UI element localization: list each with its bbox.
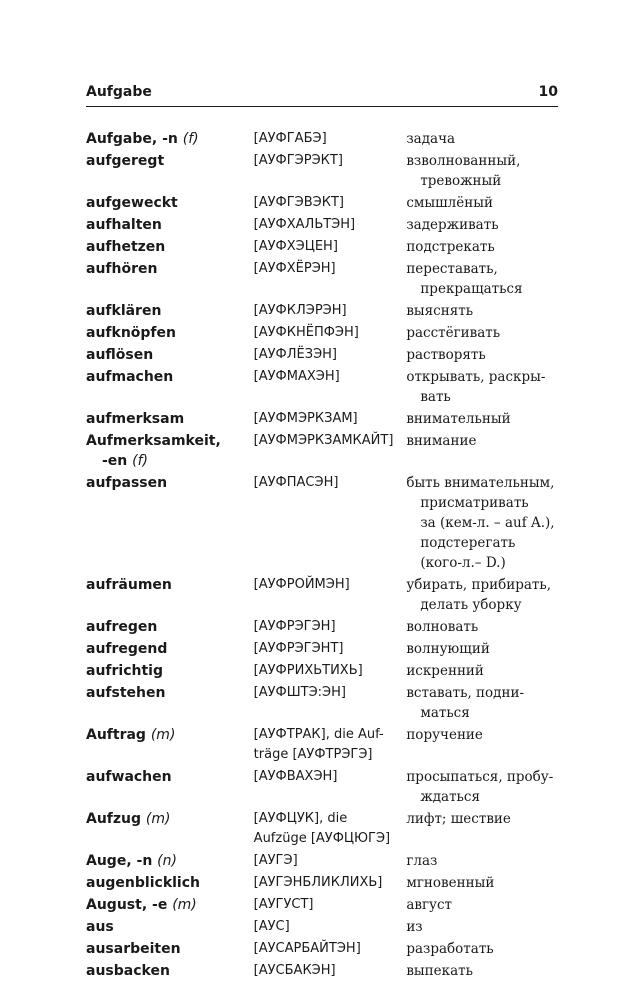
transcription: [АУСБАКЭН] (253, 963, 336, 978)
translation: задача (406, 131, 456, 147)
transcription-cell (254, 895, 407, 915)
headword: aufstehen (86, 685, 166, 701)
headword-cell (86, 259, 254, 299)
translation-cell (406, 575, 558, 615)
translation: быть внимательным, (406, 475, 555, 491)
transcription: [АУФМЭРКЗАМ] (253, 411, 358, 426)
grammar-label: (m) (145, 811, 171, 827)
translation: просыпаться, пробу- (406, 769, 554, 785)
headword: aus (86, 919, 114, 935)
transcription-cell (254, 961, 407, 981)
headword: Aufzug (86, 811, 142, 827)
transcription-cell (254, 367, 407, 407)
transcription: [АУФХЭЦЕН] (253, 239, 338, 254)
headword-cell (86, 193, 254, 213)
dictionary-entry (86, 917, 558, 937)
translation-cell (406, 193, 558, 213)
translation-cell (406, 683, 558, 723)
transcription-cell (254, 237, 407, 257)
grammar-label: (f) (182, 131, 199, 147)
translation: разработать (406, 941, 494, 957)
translation-cell (406, 215, 558, 235)
dictionary-entry (86, 661, 558, 681)
header-rule (86, 106, 558, 107)
dictionary-entry (86, 151, 558, 191)
headword: augenblicklich (86, 875, 200, 891)
translation-cell (406, 917, 558, 937)
translation: за (кем-л. – auf A.), (420, 515, 555, 531)
headword: aufgeweckt (86, 195, 178, 211)
transcription-cell (254, 129, 407, 149)
translation-cell (406, 809, 558, 849)
headword-cell (86, 431, 254, 471)
dictionary-entry (86, 215, 558, 235)
headword: aufwachen (86, 769, 172, 785)
headword: aufhetzen (86, 239, 166, 255)
dictionary-entry (86, 725, 558, 765)
transcription-cell (254, 851, 407, 871)
dictionary-entry (86, 617, 558, 637)
dictionary-entry (86, 895, 558, 915)
translation-cell (406, 639, 558, 659)
transcription: [АУФГАБЭ] (253, 131, 327, 146)
transcription-cell (254, 575, 407, 615)
translation: взволнованный, (406, 153, 521, 169)
transcription-cell (254, 259, 407, 299)
transcription-cell (254, 193, 407, 213)
transcription-cell (254, 809, 407, 849)
translation-cell (406, 323, 558, 343)
dictionary-entry (86, 851, 558, 871)
headword: August, -e (86, 897, 168, 913)
translation-cell (406, 767, 558, 807)
headword: aufhalten (86, 217, 162, 233)
translation: ждаться (420, 789, 480, 805)
headword: aufgeregt (86, 153, 165, 169)
headword: Auge, -n (86, 853, 153, 869)
headword: ausarbeiten (86, 941, 181, 957)
translation: (кого-л.– D.) (420, 555, 506, 571)
translation: маться (420, 705, 470, 721)
transcription-cell (254, 917, 407, 937)
transcription: [АУФМАХЭН] (253, 369, 340, 384)
transcription: [АУФВАХЭН] (253, 769, 338, 784)
transcription-cell (254, 683, 407, 723)
dictionary-entry (86, 575, 558, 615)
dictionary-entry (86, 301, 558, 321)
transcription-cell (254, 725, 407, 765)
transcription: [АУФХАЛЬТЭН] (253, 217, 356, 232)
translation: задерживать (406, 217, 499, 233)
dictionary-entry (86, 237, 558, 257)
transcription: [АУГУСТ] (253, 897, 314, 912)
headword-plural: -en (102, 453, 128, 469)
dictionary-entry (86, 767, 558, 807)
translation-cell (406, 129, 558, 149)
transcription-cell (254, 873, 407, 893)
translation-cell (406, 725, 558, 765)
transcription-cell (254, 939, 407, 959)
grammar-label: (m) (150, 727, 176, 743)
translation: лифт; шествие (406, 811, 511, 827)
transcription: [АУФГЭРЭКТ] (253, 153, 343, 168)
transcription: [АУФХЁРЭН] (253, 261, 336, 276)
translation-cell (406, 617, 558, 637)
translation-cell (406, 431, 558, 471)
transcription: [АУФРЭГЭН] (253, 619, 336, 634)
headword-cell (86, 961, 254, 981)
headword: Aufgabe, -n (86, 131, 178, 147)
headword-cell (86, 575, 254, 615)
dictionary-entry (86, 939, 558, 959)
translation: подстрекать (406, 239, 495, 255)
dictionary-entry (86, 809, 558, 849)
transcription: [АУГЭ] (253, 853, 298, 868)
translation: выпекать (406, 963, 473, 979)
transcription-cell (254, 767, 407, 807)
transcription: [АУФЛЁЗЭН] (253, 347, 337, 362)
transcription: träge [АУФТРЭГЭ] (253, 747, 373, 762)
headword-cell (86, 367, 254, 407)
transcription: [АУФЦУК], die (253, 811, 348, 826)
headword-cell (86, 661, 254, 681)
headword: ausbacken (86, 963, 170, 979)
translation: вать (420, 389, 451, 405)
translation-cell (406, 961, 558, 981)
translation-cell (406, 851, 558, 871)
headword: aufrichtig (86, 663, 163, 679)
translation: волновать (406, 619, 479, 635)
translation: волнующий (406, 641, 490, 657)
headword-cell (86, 129, 254, 149)
transcription: [АУФРИХЬТИХЬ] (253, 663, 363, 678)
translation: прекращаться (420, 281, 523, 297)
headword-cell (86, 683, 254, 723)
dictionary-entry (86, 873, 558, 893)
headword-cell (86, 809, 254, 849)
transcription-cell (254, 661, 407, 681)
transcription-cell (254, 215, 407, 235)
dictionary-entry (86, 129, 558, 149)
translation: переставать, (406, 261, 498, 277)
dictionary-entry (86, 961, 558, 981)
headword: aufknöpfen (86, 325, 176, 341)
headword: aufhören (86, 261, 158, 277)
dictionary-entries (86, 129, 558, 983)
dictionary-entry (86, 345, 558, 365)
transcription: [АУФКЛЭРЭН] (253, 303, 347, 318)
dictionary-entry (86, 473, 558, 573)
translation: убирать, прибирать, (406, 577, 552, 593)
headword-cell (86, 725, 254, 765)
headword: aufregend (86, 641, 168, 657)
transcription: [АУСАРБАЙТЭН] (253, 941, 361, 956)
headword-cell (86, 617, 254, 637)
transcription-cell (254, 345, 407, 365)
headword: aufregen (86, 619, 158, 635)
translation: поручение (406, 727, 483, 743)
headword-cell (86, 237, 254, 257)
translation: тревожный (420, 173, 502, 189)
translation-cell (406, 259, 558, 299)
headword-cell (86, 851, 254, 871)
translation: мгновенный (406, 875, 495, 891)
headword-cell (86, 345, 254, 365)
headword-cell (86, 323, 254, 343)
headword-cell (86, 215, 254, 235)
translation: вставать, подни- (406, 685, 525, 701)
headword-cell (86, 639, 254, 659)
translation: выяснять (406, 303, 474, 319)
running-head: Aufgabe (86, 84, 152, 100)
translation: внимание (406, 433, 477, 449)
transcription-cell (254, 431, 407, 471)
translation: август (406, 897, 453, 913)
translation: делать уборку (420, 597, 522, 613)
dictionary-entry (86, 639, 558, 659)
transcription: [АУФРОЙМЭН] (253, 577, 350, 592)
translation-cell (406, 151, 558, 191)
headword: Aufmerksamkeit, (86, 433, 221, 449)
transcription-cell (254, 301, 407, 321)
translation-cell (406, 873, 558, 893)
page-header (86, 84, 558, 106)
dictionary-entry (86, 323, 558, 343)
headword: aufräumen (86, 577, 172, 593)
dictionary-entry (86, 431, 558, 471)
transcription-cell (254, 639, 407, 659)
translation: из (406, 919, 423, 935)
translation-cell (406, 939, 558, 959)
transcription-cell (254, 409, 407, 429)
translation: глаз (406, 853, 438, 869)
translation-cell (406, 345, 558, 365)
grammar-label: (f) (132, 453, 149, 469)
dictionary-entry (86, 683, 558, 723)
transcription: [АУГЭНБЛИКЛИХЬ] (253, 875, 383, 890)
dictionary-entry (86, 367, 558, 407)
translation: присматривать (420, 495, 529, 511)
translation-cell (406, 301, 558, 321)
translation: подстерегать (420, 535, 516, 551)
translation-cell (406, 237, 558, 257)
headword-cell (86, 301, 254, 321)
page-number: 10 (538, 84, 558, 100)
translation: внимательный (406, 411, 511, 427)
headword-cell (86, 151, 254, 191)
translation-cell (406, 409, 558, 429)
headword-cell (86, 767, 254, 807)
headword: aufpassen (86, 475, 168, 491)
translation: расстёгивать (406, 325, 501, 341)
dictionary-entry (86, 259, 558, 299)
translation-cell (406, 473, 558, 573)
translation: растворять (406, 347, 486, 363)
translation: искренний (406, 663, 484, 679)
dictionary-entry (86, 409, 558, 429)
headword-cell (86, 917, 254, 937)
transcription: [АУС] (253, 919, 290, 934)
transcription: [АУФТРАК], die Auf- (253, 727, 384, 742)
headword: aufklären (86, 303, 162, 319)
translation-cell (406, 895, 558, 915)
grammar-label: (n) (157, 853, 177, 869)
transcription: [АУФГЭВЭКТ] (253, 195, 344, 210)
dictionary-entry (86, 193, 558, 213)
translation: смышлёный (406, 195, 493, 211)
transcription: Aufzüge [АУФЦЮГЭ] (253, 831, 391, 846)
headword-cell (86, 895, 254, 915)
headword-cell (86, 939, 254, 959)
transcription: [АУФШТЭ:ЭН] (253, 685, 346, 700)
transcription-cell (254, 473, 407, 573)
headword-cell (86, 473, 254, 573)
transcription-cell (254, 323, 407, 343)
translation-cell (406, 367, 558, 407)
headword: auflösen (86, 347, 154, 363)
transcription: [АУФКНЁПФЭН] (253, 325, 359, 340)
transcription: [АУФМЭРКЗАМКАЙТ] (253, 433, 394, 448)
headword: Auftrag (86, 727, 146, 743)
headword: aufmerksam (86, 411, 185, 427)
transcription: [АУФРЭГЭНТ] (253, 641, 344, 656)
translation: открывать, раскры- (406, 369, 546, 385)
transcription-cell (254, 617, 407, 637)
headword-cell (86, 409, 254, 429)
transcription: [АУФПАСЭН] (253, 475, 339, 490)
headword: aufmachen (86, 369, 174, 385)
grammar-label: (m) (172, 897, 197, 913)
headword-cell (86, 873, 254, 893)
translation-cell (406, 661, 558, 681)
transcription-cell (254, 151, 407, 191)
